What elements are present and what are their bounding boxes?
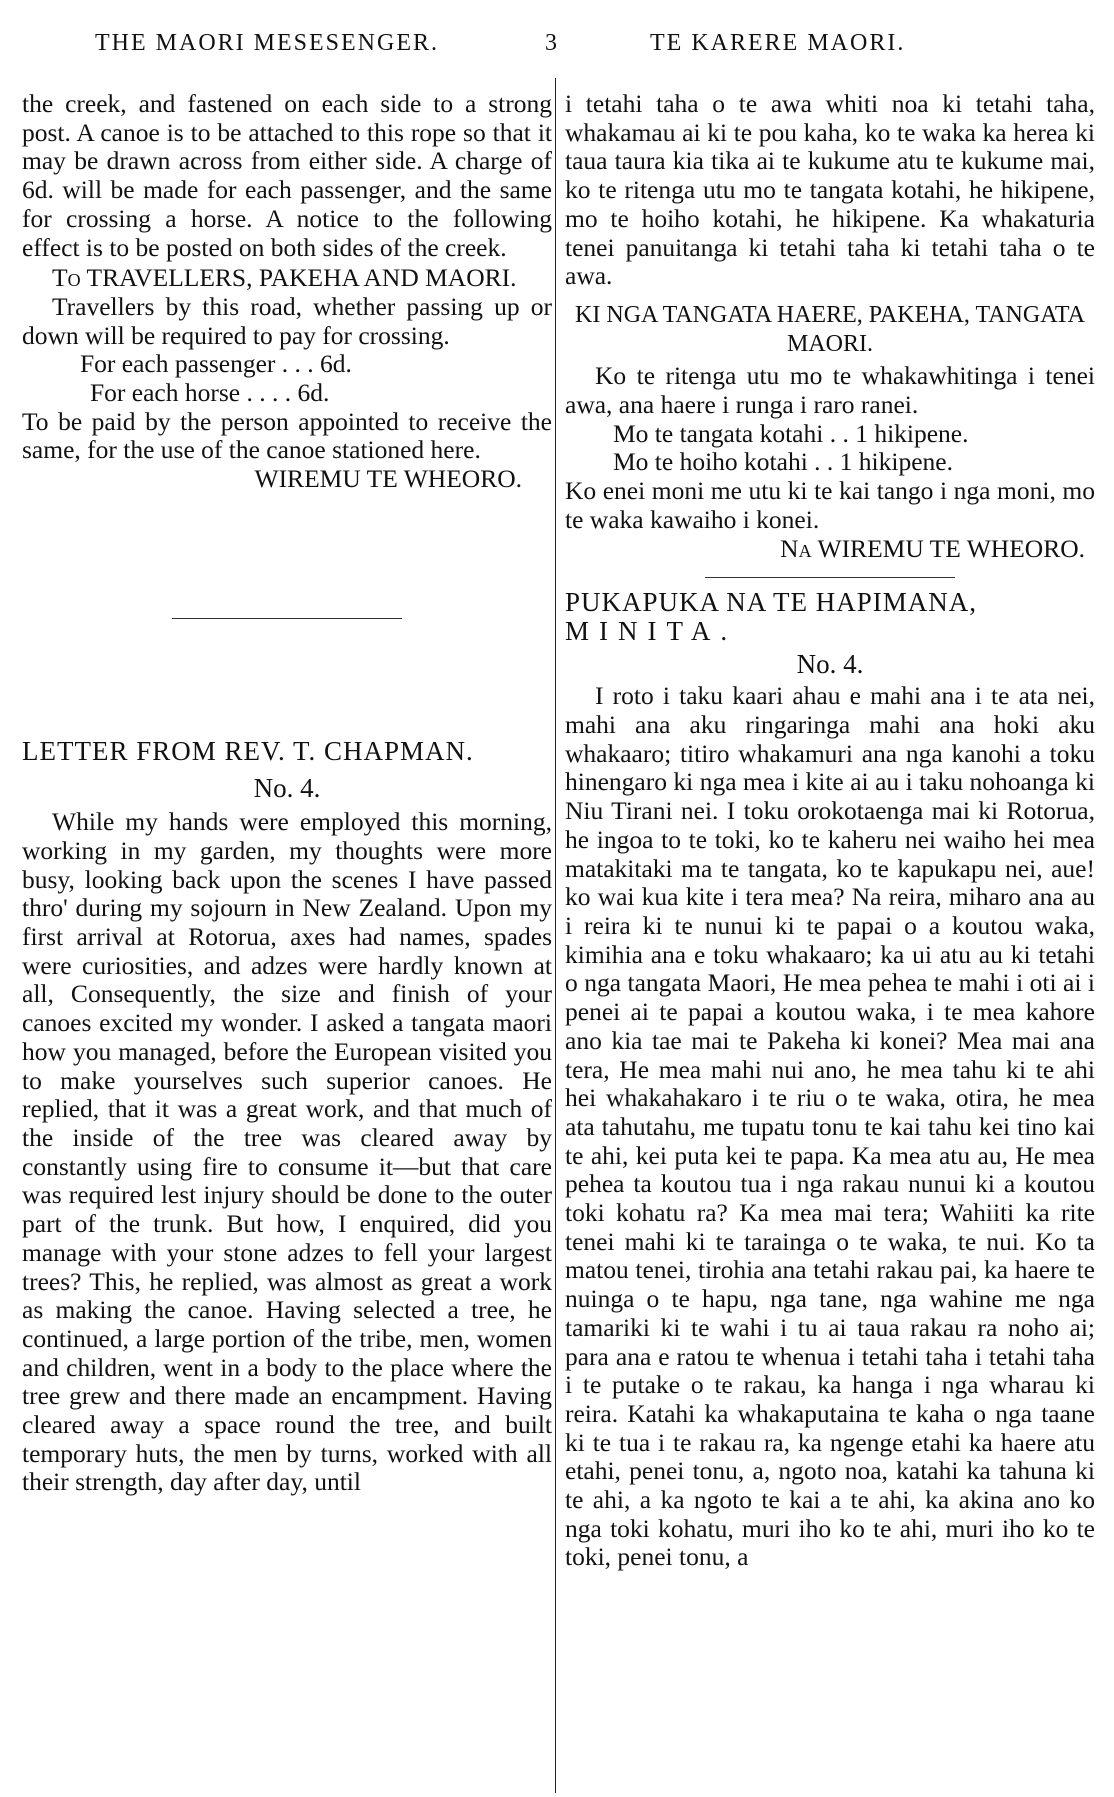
masthead-english: THE MAORI MESESENGER. [95,30,440,56]
notice-signature: Na WIREMU TE WHEORO. [780,533,1085,563]
letter-title-line1: PUKAPUKA NA TE HAPIMANA, [565,587,978,618]
notice-text: Travellers by this road, whether passing up or down will be required to pay for crossing. [22,291,552,350]
notice-payment: To be paid by the person appointed to receive the same, for the use of the canoe stationed here. [22,406,552,465]
letter-body: I roto i taku kaari ahau e mahi ana i te ata nei, mahi ana aku ringaringa mahi ana hoki aku whakaaro; titiro whakamuri ana nga kanohi a toku hinengaro ki nga mea i kite ai au i taku nohoanga ki Niu Tirani nei. I toku orokotaenga mai ki Rotorua, he ingoa to te toki, ko te kaheru nei waiho hei mea matakitaki ma te tangata, ko te kapukapu nei, aue! ko wai kua kite i tera mea? Na reira, miharo ana au i reira ki te nunui ki te papai o a koutou waka, kimihia ana e toku whakaaro; ka ui atu au ki tetahi o nga tangata Maori, He mea pehea te mahi i oti ai i penei ai te papai a koutou waka, i te mea kahore ano kia tae mai te Pakeha ki konei? Mea mai ana tera, He mea mahi nui ano, he mea tahu ki te ahi hei whakahakaro i te riu o te waka, otira, he mea ata tahutahu, me tupatu tonu te kai tahu kei tino kai te ahi, kei puta kei te papa. Ka mea atu au, He mea pehea ta koutou tua i nga rakau nunui ki a koutou toki kohatu ra? Ka mea mai tera; Wahiiti ka rite tenei mahi ki te tarainga o te waka, te nui. Ko ta matou tenei, tirohia ana tetahi rakau pai, ka haere te nuinga o te hapu, nga tane, nga wahine me nga tamariki ki te wahi i tu ai taua rakau ra noho ai; para ana e ratou te whenua i tetahi taha i tetahi taha i te putake o te rakau, ka hanga i nga wharau ki reira. Katahi ka whakaputaina te kaha o nga taane ki te tua i te rakau ra, ka ngenge etahi ka haere atu etahi, penei tonu, a, ngoto noa, katahi ka tahuna ki te ahi, a ka ngoto te kai a te ahi, ka akina ano ko nga toki kohatu, muri iho ko te ahi, muri iho ko te toki, penei tonu, a [565,681,1095,1572]
notice-heading: To TRAVELLERS, PAKEHA AND MAORI. [52,263,517,293]
notice-text: Ko te ritenga utu mo te whakawhitinga i tenei awa, ana haere i runga i raro ranei. [565,361,1095,420]
letter-number: No. 4. [796,648,864,679]
notice-signature: WIREMU TE WHEORO. [254,464,522,494]
fare-passenger: For each passenger . . . 6d. [80,349,352,379]
notice-heading: KI NGA TANGATA HAERE, PAKEHA, TANGATA MAORI. [575,301,1085,357]
fare-horse: For each horse . . . . 6d. [90,378,330,408]
fare-person: Mo te tangata kotahi . . 1 hikipene. [613,418,969,448]
column-divider [555,78,556,1793]
letter-body: While my hands were employed this morning, working in my garden, my thoughts were more busy, looking back upon the scenes I have passed thro' during my sojourn in New Zealand. Upon my first arrival at Rotorua, axes had names, spades were curiosities, and adzes were hardly known at all, Consequently, the size and finish of your canoes excited my wonder. I asked a tangata maori how you managed, before the European visited you to make yourselves such superior canoes. He replied, that it was a great work, and that much of the inside of the tree was cleared away by constantly using fire to consume it—but that care was required lest injury should be done to the outer part of the trunk. But how, I enquired, did you manage with your stone adzes to fell your largest trees? This, he replied, was almost as great a work as making the canoe. Having selected a tree, he continued, a large portion of the tribe, men, women and children, went in a body to the place where the tree grew and there made an encampment. Having cleared away a space round the tree, and built temporary huts, the men by turns, worked with all their strength, day after day, until [22,807,552,1497]
letter-title: LETTER FROM REV. T. CHAPMAN. [22,735,474,766]
masthead-maori: TE KARERE MAORI. [650,30,906,56]
notice-payment: Ko enei moni me utu ki te kai tango i nga moni, mo te waka kawaiho i konei. [565,476,1095,534]
letter-number: No. 4. [253,772,321,803]
column-maori [565,90,1095,1572]
page-header [0,30,1114,70]
continued-paragraph: i tetahi taha o te awa whiti noa ki tetahi taha, whakamau ai ki te pou kaha, ko te waka ka herea ki taua taura kia tika ai te kukume atu te kukume mai, ko te ritenga utu mo te tangata kotahi, he hikipene, mo te hoiho kotahi, he hikipene. Ka whakaturia tenei panuitanga ki tetahi taha ki tetahi taha o te awa. [565,89,1095,291]
section-rule [705,577,955,578]
continued-paragraph: the creek, and fastened on each side to a strong post. A canoe is to be attached to this rope so that it may be drawn across from either side. A charge of 6d. will be made for each passenger, and the same for crossing a horse. A notice to the following effect is to be posted on both sides of the creek. [22,89,552,262]
letter-title-line2: MINITA. [565,615,738,646]
page-number: 3 [545,30,559,56]
column-english [22,90,552,1497]
section-rule [172,618,402,619]
fare-horse: Mo te hoiho kotahi . . 1 hikipene. [613,447,953,477]
